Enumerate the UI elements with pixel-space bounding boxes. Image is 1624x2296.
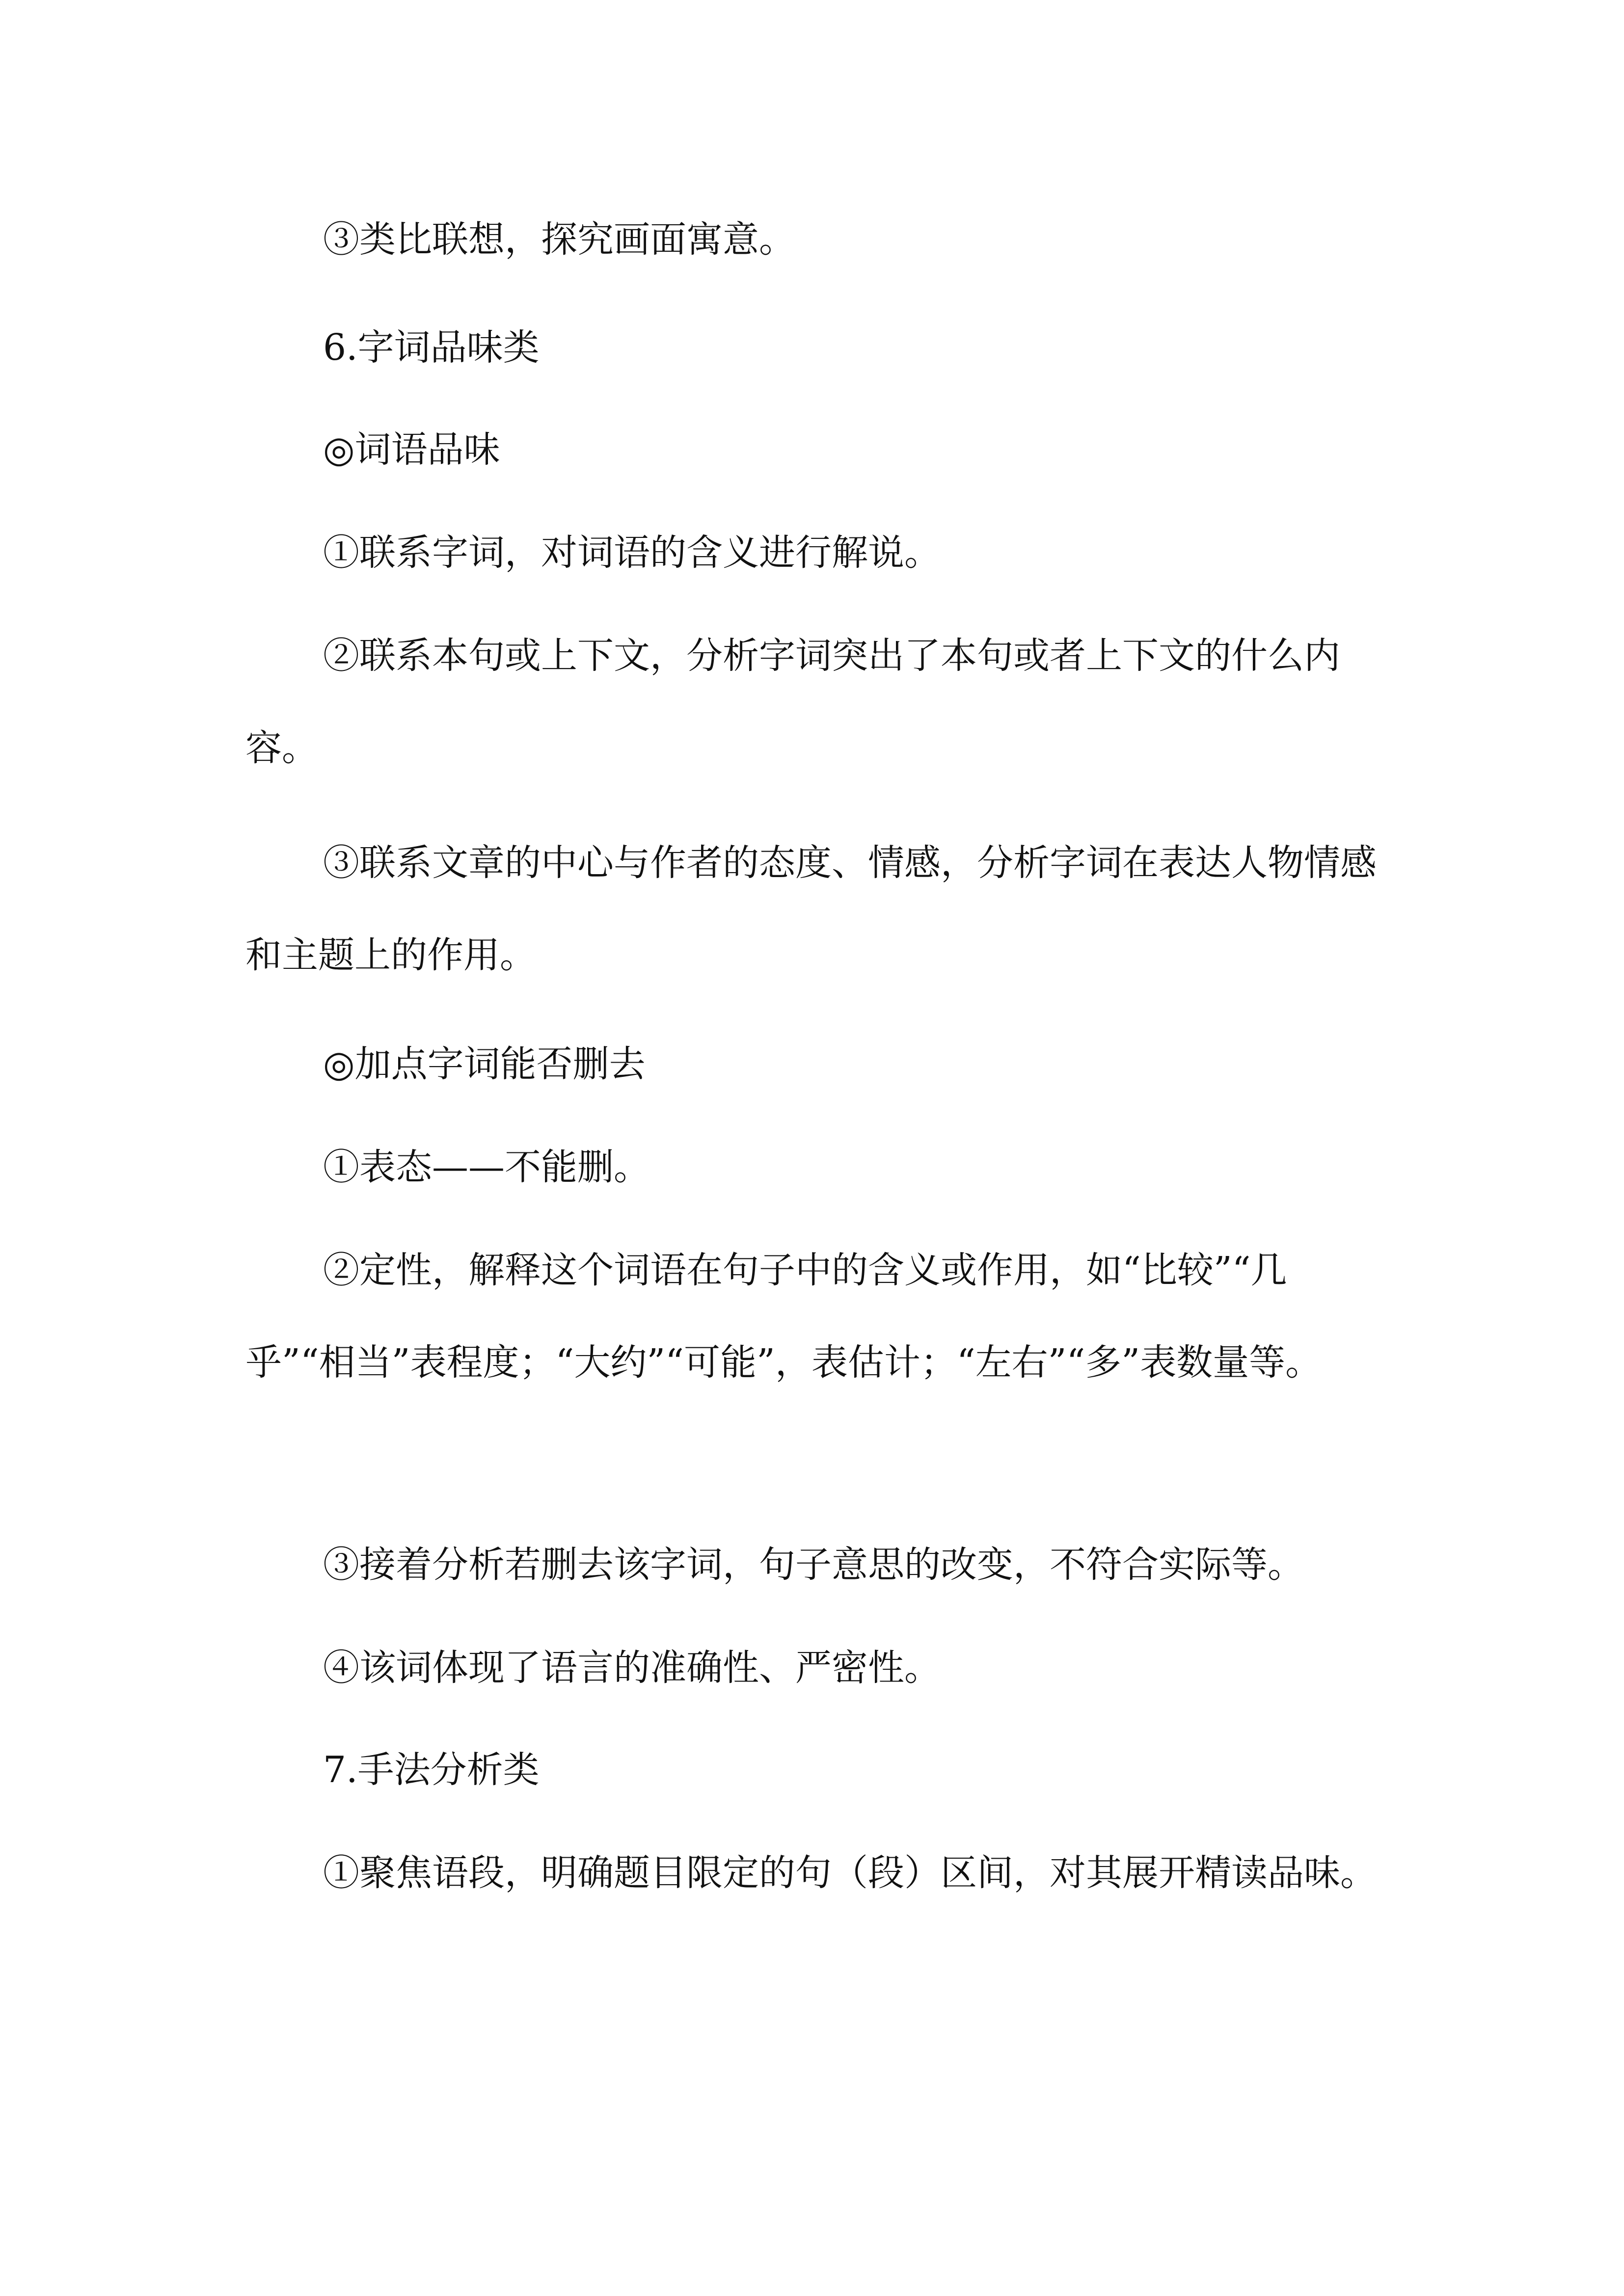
paragraph-cannot-delete: ①表态——不能删。 xyxy=(323,1146,650,1188)
paragraph-define: ②定性，解释这个词语在句子中的含义或作用，如“比较”“几乎”“相当”表程度；“大约”“可能”，表估计；“左右”“多”表数量等。 xyxy=(245,1249,1322,1384)
paragraph-context: ②联系本句或上下文，分析字词突出了本句或者上下文的什么内容。 xyxy=(245,635,1340,769)
paragraph-explain-meaning: ①联系字词，对词语的含义进行解说。 xyxy=(323,532,941,574)
paragraph-accuracy: ④该词体现了语言的准确性、严密性。 xyxy=(323,1647,941,1689)
paragraph-focus-section: ①聚焦语段，明确题目限定的句（段）区间，对其展开精读品味。 xyxy=(323,1852,1377,1894)
heading-word-taste: 6.字词品味类 xyxy=(323,326,540,369)
subheading-delete-words: ◎加点字词能否删去 xyxy=(323,1043,646,1085)
heading-technique-analysis: 7.手法分析类 xyxy=(323,1749,540,1791)
subheading-word-meaning: ◎词语品味 xyxy=(323,428,500,471)
paragraph-analogy: ③类比联想，探究画面寓意。 xyxy=(323,218,795,261)
paragraph-after-deletion: ③接着分析若删去该字词，句子意思的改变，不符合实际等。 xyxy=(323,1544,1304,1586)
paragraph-theme: ③联系文章的中心与作者的态度、情感，分析字词在表达人物情感和主题上的作用。 xyxy=(245,842,1377,976)
